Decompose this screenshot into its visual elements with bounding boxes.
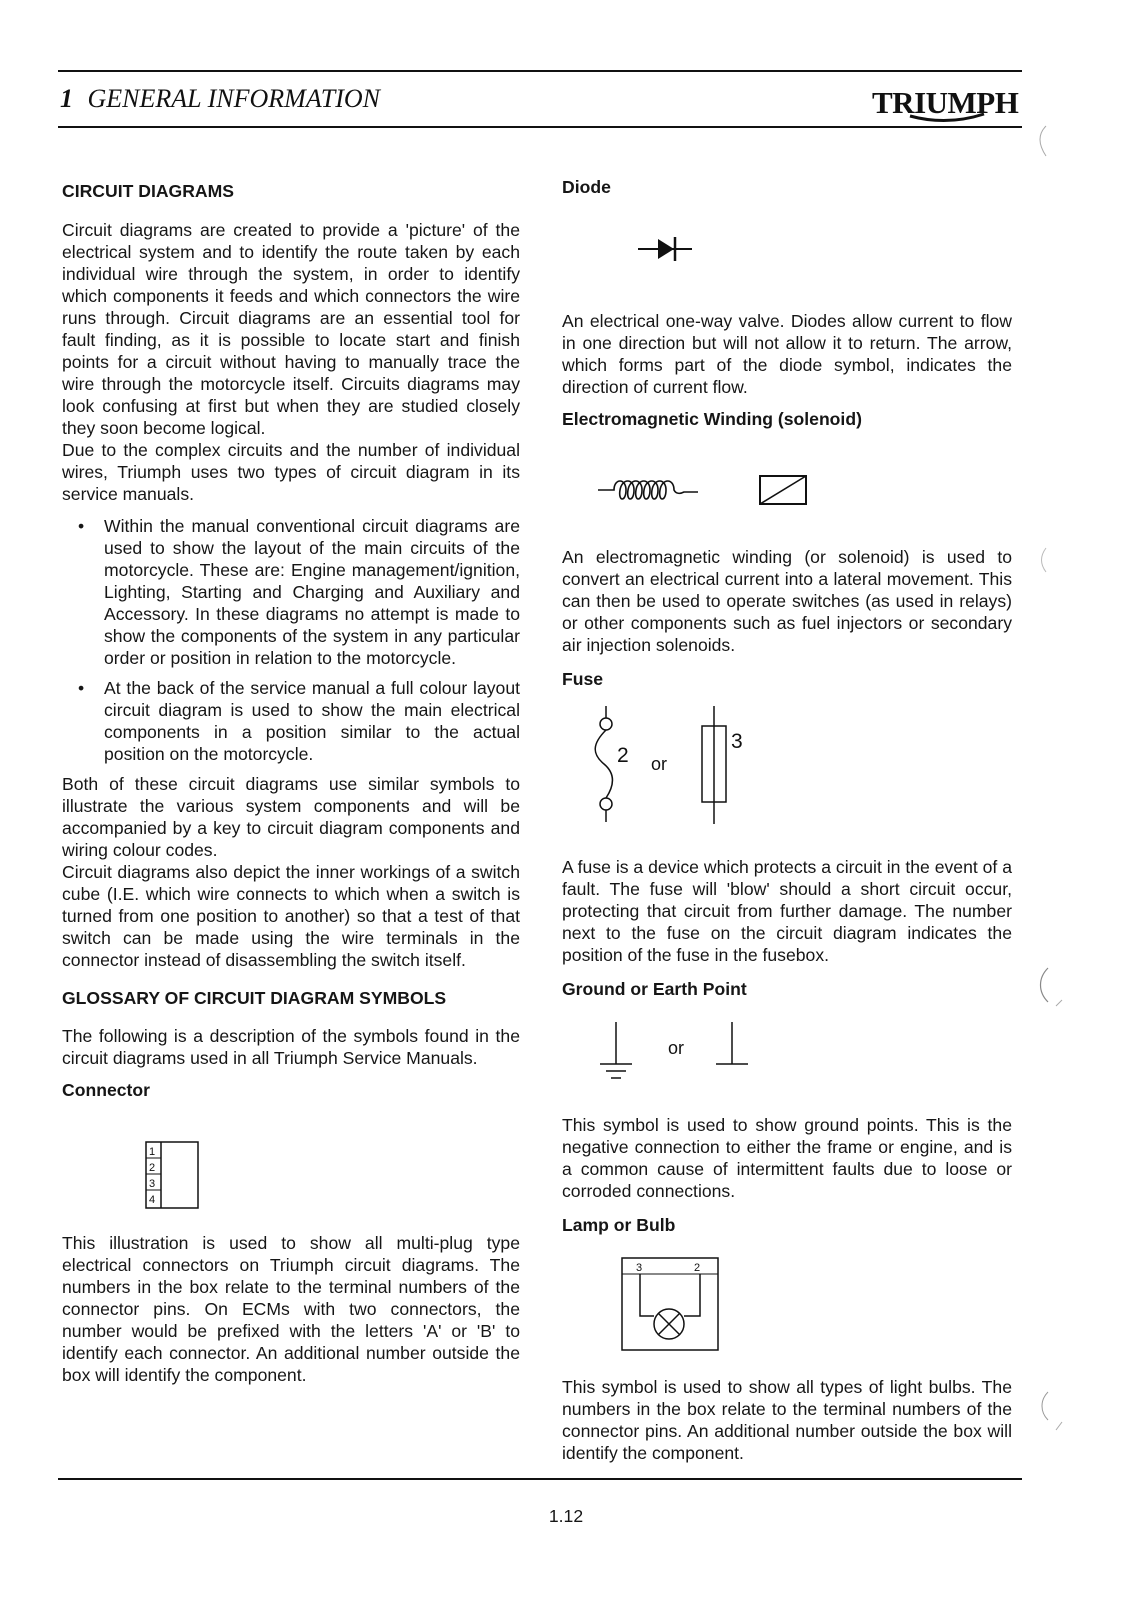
scan-mark [1036,546,1050,576]
triumph-logo [872,80,1032,124]
circuit-types-list [62,515,520,765]
footer-rule [58,1478,1022,1480]
solenoid-symbol [596,470,826,510]
circuit-diagrams-heading: CIRCUIT DIAGRAMS [62,181,235,201]
left-column [62,180,520,1101]
triumph-logo-mark [872,80,1032,124]
scan-mark [1036,124,1050,160]
switch-cube-paragraph: Circuit diagrams also depict the inner workings of a switch cube (I.E. which wire connects to which when a switch is turned from one position to another) so that a test of that switch can be made using the wire terminals in the connector instead of disassembling the switch itself. [62,862,520,970]
connector-pin-label: 2 [149,1162,156,1174]
list-item: • At the back of the service manual a full colour layout circuit diagram is used to show the main electrical components in a position similar to the actual position on the motorcycle. [62,677,520,765]
diode-heading-block [562,176,1012,198]
header-top-rule [58,70,1022,72]
chapter-title [60,84,380,114]
connector-pin-label: 3 [149,1178,156,1190]
header-bottom-rule [58,126,1022,128]
fuse-description: A fuse is a device which protects a circuit in the event of a fault. The fuse will 'blow' should a short circuit occur, protecting that circuit from further damage. The number next to the fuse on the circuit diagram indicates the position of the fuse in the fusebox. [562,857,1012,965]
connector-pin-label: 4 [149,1194,156,1206]
lamp-heading: Lamp or Bulb [562,1215,676,1235]
connector-symbol [140,1136,204,1212]
lamp-text-block [562,1376,1012,1464]
solenoid-text-block [562,546,1012,690]
triumph-logo-text: TRIUMPH [872,85,1019,120]
fuse-or-text: or [651,754,668,774]
diode-description: An electrical one-way valve. Diodes allow current to flow in one direction but will not allow it to return. The arrow, which forms part of the diode symbol, indicates the direction of current flow. [562,311,1012,397]
circuit-diagrams-intro: Circuit diagrams are created to provide a 'picture' of the electrical system and to identify the route taken by each individual wire through the system, in order to identify which components it feeds and which connectors the wire runs through. Circuit diagrams are an essential tool for fault finding, as it is possible to locate start and finish points for a circuit without having to manually trace the wire through the motorcycle itself. Circuits diagrams may look confusing at first but when they are studied closely they soon become logical. [62,220,520,438]
glossary-heading: GLOSSARY OF CIRCUIT DIAGRAM SYMBOLS [62,988,447,1008]
fuse-number-label: 2 [617,744,629,767]
glossary-intro: The following is a description of the symbols found in the circuit diagrams used in all Triumph Service Manuals. [62,1026,520,1068]
ground-heading: Ground or Earth Point [562,979,747,999]
fuse-symbol [590,704,770,830]
lamp-description: This symbol is used to show all types of light bulbs. The numbers in the box relate to the terminal numbers of the connector pins. An additional number outside the box will identify the component. [562,1377,1012,1463]
ground-symbol [590,1018,760,1090]
connector-description: This illustration is used to show all multi-plug type electrical connectors on Triumph circuit diagrams. The numbers in the box relate to the terminal numbers of the connector pins. On ECMs with two connectors, the number would be prefixed with the letters 'A' or 'B' to identify each connector. An additional number outside the box will identify the component. [62,1233,520,1385]
connector-text-block [62,1232,520,1386]
solenoid-heading: Electromagnetic Winding (solenoid) [562,409,862,429]
connector-pin-label: 1 [149,1146,156,1158]
page-number: 1.12 [548,1506,584,1526]
ground-text-block [562,1114,1012,1236]
list-item: • Within the manual conventional circuit diagrams are used to show the layout of the main circuits of the motorcycle. These are: Engine management/ignition, Lighting, Starting and Charging and Auxiliary and Accessory. In these diagrams no attempt is made to show the components of the system in any particular order or position in relation to the motorcycle. [62,515,520,669]
diode-symbol [636,232,696,266]
ground-or-text: or [668,1038,685,1058]
lamp-pin-label: 2 [694,1262,701,1274]
diode-heading: Diode [562,177,611,197]
circuit-types-intro: Due to the complex circuits and the number of individual wires, Triumph uses two types of circuit diagram in its service manuals. [62,440,520,504]
chapter-number: 1 [60,84,73,113]
fuse-heading: Fuse [562,669,604,689]
both-diagrams-paragraph: Both of these circuit diagrams use similar symbols to illustrate the various system components and will be accompanied by a key to circuit diagram components and wiring colour codes. [62,774,520,860]
lamp-pin-label: 3 [636,1262,643,1274]
ground-description: This symbol is used to show ground points. This is the negative connection to either the frame or engine, and is a common cause of intermittent faults due to loose or corroded connections. [562,1115,1012,1201]
connector-heading: Connector [62,1080,150,1100]
scan-mark [1036,966,1066,1012]
diode-text-block [562,310,1012,430]
solenoid-description: An electromagnetic winding (or solenoid) is used to convert an electrical current into a lateral movement. This can then be used to operate switches (as used in relays) or other components such as fuel injectors or secondary air injection solenoids. [562,547,1012,655]
lamp-symbol [618,1254,722,1354]
chapter-title-text: GENERAL INFORMATION [87,84,380,113]
scan-mark [1036,1390,1066,1436]
fuse-number-label: 3 [731,730,743,753]
fuse-text-block [562,856,1012,1000]
